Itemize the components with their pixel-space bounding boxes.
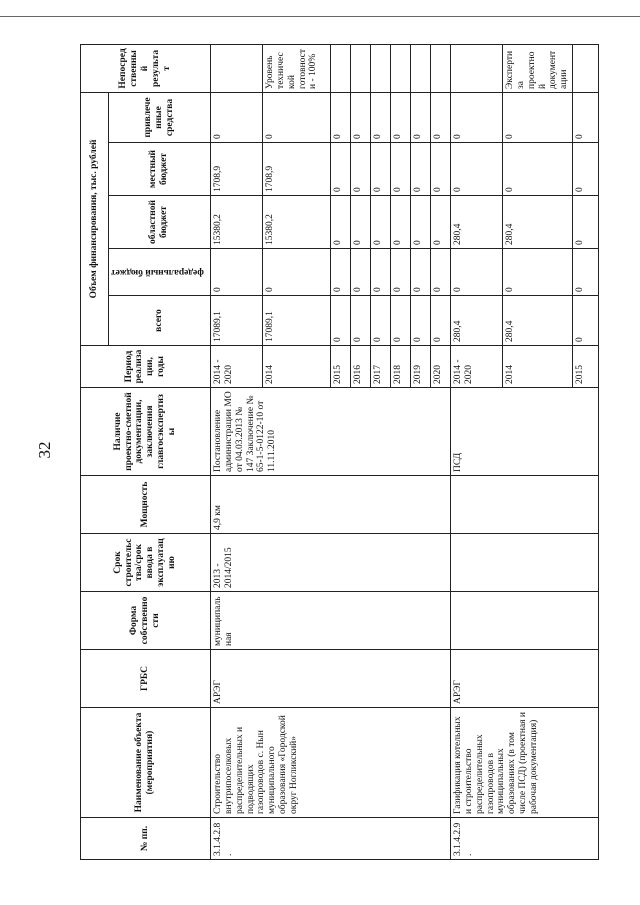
- cell-federal: 0: [430, 249, 450, 296]
- col-capacity: Мощность: [81, 476, 211, 534]
- cell-federal: 0: [390, 249, 410, 296]
- cell-local: 0: [410, 143, 430, 196]
- cell-build-term: 2013 - 2014/2015: [210, 534, 450, 592]
- funding-table: [80, 44, 599, 860]
- cell-period: 2014: [502, 346, 573, 388]
- cell-result: [450, 44, 502, 92]
- cell-local: 0: [573, 143, 599, 196]
- cell-regional: 0: [350, 196, 370, 249]
- cell-regional: 15380,2: [210, 196, 262, 249]
- cell-period: 2014 - 2020: [210, 346, 262, 388]
- cell-period: 2018: [390, 346, 410, 388]
- col-num: № пп.: [81, 818, 211, 860]
- cell-capacity: 4,9 км: [210, 476, 450, 534]
- cell-total: 0: [390, 296, 410, 346]
- cell-regional: 280,4: [450, 196, 502, 249]
- cell-federal: 0: [370, 249, 390, 296]
- cell-num: 3.1.4.2.9.: [450, 818, 599, 860]
- cell-attracted: 0: [573, 92, 599, 142]
- cell-local: 1708,9: [210, 143, 262, 196]
- col-result: Непосредственный результат: [81, 44, 211, 92]
- cell-result: [370, 44, 390, 92]
- col-funding: Объем финансирования, тыс. рублей: [81, 92, 109, 345]
- col-federal: федеральный бюджет: [109, 249, 211, 296]
- col-attracted: привлеченные средства: [109, 92, 211, 142]
- cell-period: 2015: [330, 346, 350, 388]
- cell-build-term: [450, 534, 599, 592]
- rotated-table-wrapper: [80, 45, 586, 860]
- cell-period: 2019: [410, 346, 430, 388]
- cell-attracted: 0: [390, 92, 410, 142]
- cell-regional: 0: [390, 196, 410, 249]
- cell-attracted: 0: [210, 92, 262, 142]
- cell-attracted: 0: [370, 92, 390, 142]
- cell-result: [390, 44, 410, 92]
- cell-federal: 0: [330, 249, 350, 296]
- cell-result: [350, 44, 370, 92]
- cell-federal: 0: [262, 249, 330, 296]
- col-regional: областной бюджет: [109, 196, 211, 249]
- cell-total: 280,4: [502, 296, 573, 346]
- cell-regional: 15380,2: [262, 196, 330, 249]
- cell-total: 17089,1: [262, 296, 330, 346]
- cell-result: Экспертиза проектной документации: [502, 44, 573, 92]
- col-grbs: ГРБС: [81, 650, 211, 708]
- page-number: 32: [35, 441, 54, 459]
- cell-period: 2014 - 2020: [450, 346, 502, 388]
- cell-num: 3.1.4.2.8.: [210, 818, 450, 860]
- cell-ownership: муниципальная: [210, 592, 450, 650]
- cell-total: 0: [330, 296, 350, 346]
- cell-result: [410, 44, 430, 92]
- cell-federal: 0: [410, 249, 430, 296]
- cell-federal: 0: [573, 249, 599, 296]
- cell-local: 0: [330, 143, 350, 196]
- col-build-term: Срок строительства/срок ввода в эксплуатацию: [81, 534, 211, 592]
- cell-result: [573, 44, 599, 92]
- cell-total: 280,4: [450, 296, 502, 346]
- cell-local: 1708,9: [262, 143, 330, 196]
- cell-psd: ПСД: [450, 388, 599, 476]
- cell-total: 0: [350, 296, 370, 346]
- cell-regional: 0: [330, 196, 350, 249]
- cell-capacity: [450, 476, 599, 534]
- cell-attracted: 0: [450, 92, 502, 142]
- col-name: Наименование объекта (мероприятия): [81, 708, 211, 818]
- cell-grbs: АРЭГ: [450, 650, 599, 708]
- cell-result: Уровень технической готовности - 100%: [262, 44, 330, 92]
- cell-name: Газификация котельных и строительство распределительных газопроводов в муниципальных образованиях (в том числе ПСД) (проектная и рабочая документация): [450, 708, 599, 818]
- cell-attracted: 0: [262, 92, 330, 142]
- cell-total: 0: [370, 296, 390, 346]
- cell-local: 0: [450, 143, 502, 196]
- cell-attracted: 0: [410, 92, 430, 142]
- cell-regional: 0: [430, 196, 450, 249]
- cell-period: 2015: [573, 346, 599, 388]
- cell-total: 0: [430, 296, 450, 346]
- document-sheet: [80, 45, 586, 860]
- cell-federal: 0: [502, 249, 573, 296]
- cell-period: 2020: [430, 346, 450, 388]
- cell-federal: 0: [450, 249, 502, 296]
- cell-local: 0: [370, 143, 390, 196]
- cell-result: [210, 44, 262, 92]
- col-ownership: Форма собственности: [81, 592, 211, 650]
- cell-period: 2014: [262, 346, 330, 388]
- cell-psd: Постановление администрации МО от 04.03.2013 № 147 Заключение № 65-1-5-0122-10 от 11.11.2010: [210, 388, 450, 476]
- top-rule: [0, 16, 640, 17]
- col-local: местный бюджет: [109, 143, 211, 196]
- cell-result: [330, 44, 350, 92]
- cell-period: 2017: [370, 346, 390, 388]
- cell-attracted: 0: [430, 92, 450, 142]
- col-psd: Наличие проектно-сметной документации, заключения главгосэкспертизы: [81, 388, 211, 476]
- cell-regional: 0: [410, 196, 430, 249]
- cell-regional: 280,4: [502, 196, 573, 249]
- cell-local: 0: [430, 143, 450, 196]
- cell-federal: 0: [350, 249, 370, 296]
- cell-period: 2016: [350, 346, 370, 388]
- cell-attracted: 0: [350, 92, 370, 142]
- cell-attracted: 0: [502, 92, 573, 142]
- cell-regional: 0: [573, 196, 599, 249]
- cell-total: 0: [410, 296, 430, 346]
- cell-local: 0: [390, 143, 410, 196]
- cell-local: 0: [502, 143, 573, 196]
- cell-federal: 0: [210, 249, 262, 296]
- cell-attracted: 0: [330, 92, 350, 142]
- col-total: всего: [109, 296, 211, 346]
- cell-local: 0: [350, 143, 370, 196]
- col-period: Период реализации, годы: [81, 346, 211, 388]
- cell-result: [430, 44, 450, 92]
- cell-name: Строительство внутрипоселковых распределительных и подводящих газопроводов с. Нын муниципального образования «Городской округ Ногликский»: [210, 708, 450, 818]
- cell-grbs: АРЭГ: [210, 650, 450, 708]
- cell-total: 17089,1: [210, 296, 262, 346]
- cell-total: 0: [573, 296, 599, 346]
- cell-regional: 0: [370, 196, 390, 249]
- cell-ownership: [450, 592, 599, 650]
